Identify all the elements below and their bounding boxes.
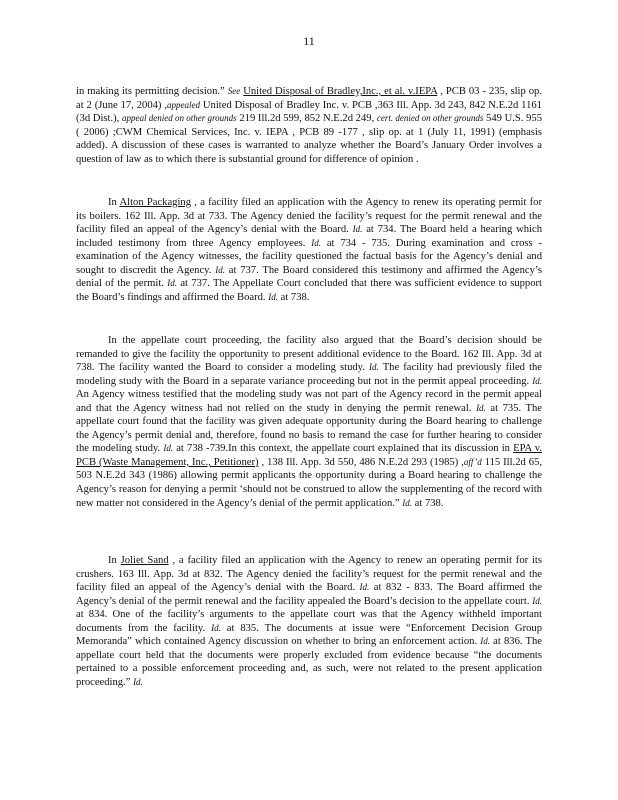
paragraph-4	[76, 554, 542, 689]
page-number: 11	[303, 34, 315, 48]
italic-signal: cert. denied on other grounds	[376, 113, 484, 124]
italic-signal: Id.	[402, 497, 412, 508]
text-run: In the appellate court proceeding, the facility also argued that the Board’s decision should be remanded to give the facility the opportunity to present additional evidence to the Board. 162 Ill. App. 3d at 738. The facility wanted the Board to consider a modeling study.	[76, 335, 542, 374]
text-run: United Disposal of Bradley Inc. v. PCB ,363 Ill. App. 3d 243, 842 N.E.2d 1161 (3d Dist.),	[76, 99, 542, 125]
case-citation: United Disposal of Bradley,Inc., et al. v.IEPA	[243, 86, 438, 97]
paragraph-2	[76, 196, 542, 304]
text-run: The facility had previously filed the modeling study with the Board in a separate variance proceeding but not in the permit appeal proceeding.	[76, 362, 543, 387]
italic-signal: appeal denied on other grounds	[121, 113, 237, 124]
italic-signal: Id.	[359, 582, 370, 593]
text-run: at 738 -739.In this context, the appellate court explained that its discussion in	[173, 443, 514, 455]
italic-signal: Id.	[480, 636, 491, 647]
italic-signal: Id.	[211, 622, 221, 633]
italic-signal: See	[227, 86, 241, 96]
case-citation: Joliet Sand	[120, 555, 169, 566]
italic-signal: Id.	[133, 676, 143, 687]
italic-signal: Id.	[476, 402, 486, 413]
paragraph-1	[76, 85, 542, 166]
paragraph-3	[76, 334, 542, 510]
text-run: at 738.	[412, 497, 444, 509]
text-run: at 832 - 833. The Board affirmed the Agency’s denial of the permit renewal and the facility appealed the Board’s decision to the appellate court.	[76, 582, 542, 607]
italic-signal: Id.	[532, 595, 542, 606]
text-run: at 737. The Board considered this testimony and affirmed the Agency’s denial of the permit.	[76, 264, 542, 290]
italic-signal: Id.	[352, 224, 363, 235]
text-run: at 738.	[277, 291, 310, 303]
italic-signal: Id.	[163, 443, 174, 454]
text-run: 115 Ill.2d 65, 503 N.E.2d 343 (1986) allowing permit applicants the opportunity during a Board hearing to challenge the Agency’s reason for denying a permit ‘should not be construed to allow the supplementing of the record with new matter not considered in the Agency’s denial of the permit application.”	[76, 456, 542, 509]
italic-signal: Id.	[167, 278, 178, 289]
text-run: at 734. The Board held a hearing which included testimony from three Agency employees.	[76, 224, 542, 249]
text-run: at 836. The appellate court held that the documents were properly excluded from evidence because “the documents pertained to a possible enforcement proceeding and, as such, were not related to the present application proceeding.”	[76, 636, 542, 688]
text-run: , a facility filed an application with the Agency to renew an operating permit for its crushers. 163 Ill. App. 3d at 832. The Agency denied the facility’s request for the permit renewal and the facility filed an appeal of the Agency’s denial with the Board.	[76, 555, 542, 594]
case-citation: Alton Packaging	[119, 197, 192, 208]
text-run: at 735. The appellate court found that the facility was given adequate opportunity during the Board hearing to challenge the Agency’s permit denial and, therefore, found no basis to remand the case for further hearing to consider the modeling study.	[76, 402, 543, 455]
text-run: 549 U.S. 955 ( 2006) ;CWM Chemical Services, Inc. v. IEPA , PCB 89 -177 , slip op. at 1 (July 11, 1991) (emphasis added). A discussion of these cases is warranted to analyze whether the Board’s January Order involves a question of law as to which there is substantial ground for difference of opinion .	[76, 113, 542, 165]
italic-signal: aff’d	[463, 456, 482, 467]
italic-signal: Id.	[215, 264, 225, 275]
italic-signal: Id.	[268, 291, 278, 302]
case-citation: EPA v. PCB (Waste Management, Inc., Petitioner)	[76, 443, 542, 468]
text-run: , PCB 03 - 235, slip op. at 2 (June 17, 2004) ,	[76, 86, 542, 111]
text-run: In	[108, 197, 120, 208]
text-run: An Agency witness testified that the modeling study was not part of the Agency record in the permit appeal and that the Agency witness had not relied on the study in denying the permit renewal.	[76, 389, 542, 414]
text-run: 219 Ill.2d 599, 852 N.E.2d 249,	[236, 113, 377, 125]
italic-signal: appealed	[167, 99, 200, 110]
text-run: in making its permitting decision.”	[76, 86, 228, 97]
italic-signal: Id.	[311, 237, 322, 248]
text-run: , a facility filed an application with the Agency to renew its operating permit for its boilers. 162 Ill. App. 3d at 733. The Agency denied the facility’s request for the permit renewal and the facility filed an appeal of the Agency’s denial with the Board.	[76, 197, 542, 236]
italic-signal: Id.	[369, 362, 379, 373]
text-run: , 138 Ill. App. 3d 550, 486 N.E.2d 293 (1985) ,	[258, 456, 464, 468]
text-run: at 835. The documents at issue were “Enforcement Decision Group Memoranda” which contained Agency discussion on whether to bring an enforcement action.	[76, 622, 542, 648]
text-run: In	[108, 555, 121, 566]
text-run: at 737. The Appellate Court concluded that there was sufficient evidence to support the Board’s findings and affirmed the Board.	[76, 278, 542, 303]
italic-signal: Id.	[532, 375, 542, 386]
text-run: at 734 - 735. During examination and cross - examination of the Agency witnesses, the facility questioned the factual basis for the Agency’s denial and sought to discredit the Agency.	[76, 237, 542, 276]
text-run: at 834. One of the facility’s arguments to the appellate court was that the Agency withheld important documents from the facility.	[76, 609, 542, 634]
